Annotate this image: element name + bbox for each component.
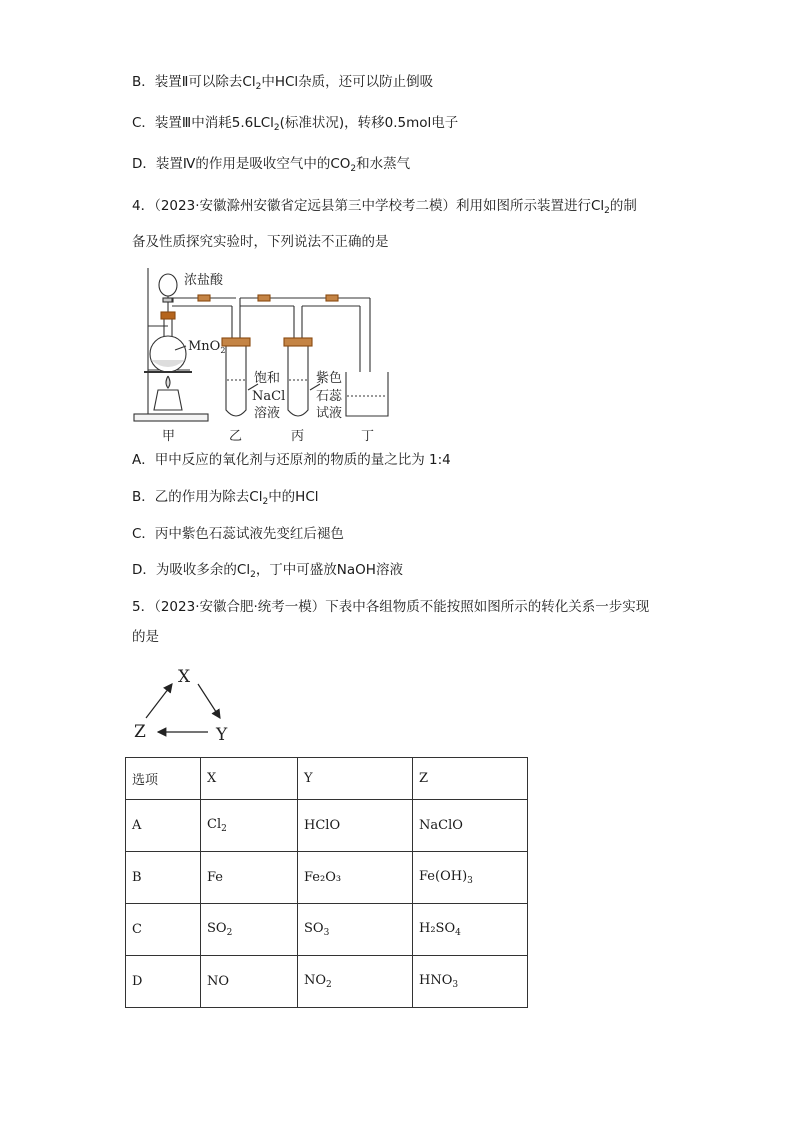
- option-a-q4: A．甲中反应的氧化剂与还原剂的物质的量之比为 1:4: [132, 452, 451, 468]
- table-cell: B: [126, 852, 201, 904]
- question-text: 的制: [609, 198, 637, 214]
- node-y: Y: [216, 725, 228, 745]
- label-ding: 丁: [361, 429, 375, 444]
- label-mno2: MnO$_2$: [188, 339, 226, 355]
- option-b-q3: [132, 72, 433, 97]
- beaker-ding: [346, 372, 388, 416]
- node-z: Z: [134, 722, 146, 742]
- rubber-joint: [326, 295, 338, 301]
- option-text: (标准状况)，转移0.5mol电子: [279, 115, 459, 131]
- question-4-line-1: [132, 196, 637, 221]
- table-cell: $SO_2$: [201, 904, 298, 956]
- stopper: [161, 312, 175, 319]
- table-row: [126, 904, 528, 956]
- stand-base: [134, 414, 208, 421]
- option-c-q3: [132, 113, 458, 138]
- options-table: [125, 757, 528, 1008]
- test-tube-yi: [226, 342, 246, 416]
- question-text: 4．（2023·安徽滁州安徽省定远县第三中学校考二模）利用如图所示装置进行Cl: [132, 198, 605, 214]
- label-bing: 丙: [291, 429, 305, 444]
- option-text: C．装置Ⅲ中消耗5.6LCl: [132, 115, 274, 131]
- table-cell: D: [126, 956, 201, 1008]
- table-cell: NaClO: [413, 800, 528, 852]
- test-tube-bing: [288, 342, 308, 416]
- table-cell: $Cl_2$: [201, 800, 298, 852]
- option-text: ，丁中可盛放NaOH溶液: [255, 562, 403, 578]
- option-text: D．装置Ⅳ的作用是吸收空气中的CO: [132, 156, 351, 172]
- table-header-cell: 选项: [126, 758, 201, 800]
- table-header-cell: Y: [298, 758, 413, 800]
- label-concentrated-hcl: 浓盐酸: [184, 273, 224, 288]
- label-yi-3: 溶液: [254, 406, 281, 421]
- rubber-joint: [258, 295, 270, 301]
- option-text: B．装置Ⅱ可以除去Cl: [132, 74, 256, 90]
- apparatus-diagram: [130, 262, 430, 447]
- label-jia: 甲: [162, 429, 176, 444]
- option-b-q4: [132, 487, 319, 512]
- table-cell: A: [126, 800, 201, 852]
- option-text: D．为吸收多余的Cl: [132, 562, 251, 578]
- option-text: 中的HCl: [268, 489, 319, 505]
- table-row: [126, 852, 528, 904]
- question-5-line-1: 5．（2023·安徽合肥·统考一模）下表中各组物质不能按照如图所示的转化关系一步实现: [132, 599, 650, 615]
- table-cell: NO: [201, 956, 298, 1008]
- table-cell: $SO_3$: [298, 904, 413, 956]
- table-cell: Fe: [201, 852, 298, 904]
- subscript: 2: [604, 206, 610, 216]
- option-text: 中HCl杂质，还可以防止倒吸: [261, 74, 434, 90]
- table-row: [126, 800, 528, 852]
- table-cell: HClO: [298, 800, 413, 852]
- label-bing-2: 石蕊: [316, 389, 343, 404]
- option-d-q3: [132, 154, 410, 179]
- rubber-joint: [198, 295, 210, 301]
- table-header-row: [126, 758, 528, 800]
- option-c-q4: C．丙中紫色石蕊试液先变红后褪色: [132, 526, 344, 542]
- question-4-line-2: 备及性质探究实验时，下列说法不正确的是: [132, 234, 389, 250]
- table-cell: $NO_2$: [298, 956, 413, 1008]
- label-bing-3: 试液: [316, 406, 343, 421]
- option-d-q4: [132, 560, 403, 585]
- label-bing-1: 紫色: [316, 371, 343, 386]
- arrow-z-to-x: [146, 684, 172, 718]
- subscript: 2: [255, 82, 262, 92]
- table-row: [126, 956, 528, 1008]
- cycle-diagram: [128, 660, 248, 746]
- funnel-bulb: [159, 274, 177, 296]
- subscript: 2: [273, 123, 280, 133]
- table-header-cell: Z: [413, 758, 528, 800]
- arrow-x-to-y: [198, 684, 220, 718]
- table-cell: C: [126, 904, 201, 956]
- table-cell: $Fe(OH)_3$: [413, 852, 528, 904]
- table-cell: Fe₂O₃: [298, 852, 413, 904]
- question-5-line-2: 的是: [132, 629, 159, 645]
- subscript: 2: [250, 570, 256, 580]
- table-header-cell: X: [201, 758, 298, 800]
- subscript: 2: [350, 164, 357, 174]
- label-yi: 乙: [229, 429, 243, 444]
- subscript: 2: [262, 497, 269, 507]
- option-text: 和水蒸气: [356, 156, 411, 172]
- table-cell: $H_2SO_4$: [413, 904, 528, 956]
- alcohol-lamp: [154, 390, 182, 410]
- table-cell: $HNO_3$: [413, 956, 528, 1008]
- label-yi-2: NaCl: [252, 389, 286, 404]
- option-text: B．乙的作用为除去Cl: [132, 489, 263, 505]
- node-x: X: [178, 667, 191, 687]
- label-yi-1: 饱和: [254, 371, 281, 386]
